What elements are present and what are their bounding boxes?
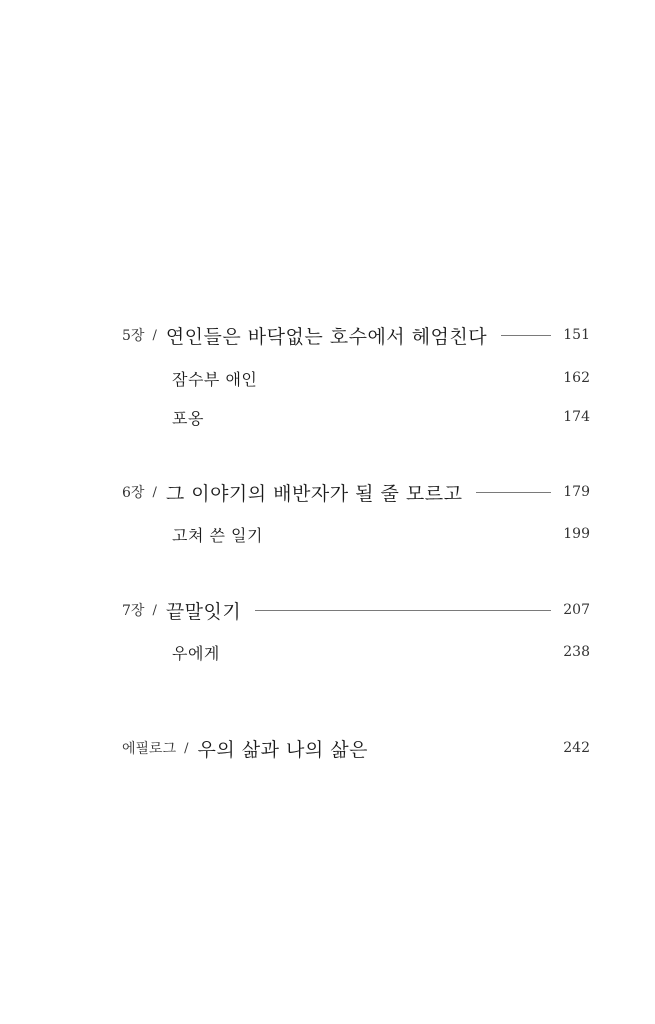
page-number: 207 [563,602,590,618]
page-number: 199 [563,526,590,542]
page-number: 151 [563,327,590,343]
chapter-label: 7장 [122,603,145,619]
leader-line [476,492,551,493]
epilogue-label: 에필로그 [122,741,177,757]
section-title: 우에게 [172,643,220,663]
page-number: 242 [563,740,590,756]
epilogue-title: 우의 삶과 나의 삶은 [197,738,368,761]
chapter-title: 연인들은 바닥없는 호수에서 헤엄친다 [165,325,488,348]
section-title: 포옹 [172,408,204,428]
page-number: 174 [563,409,590,425]
chapter-separator: / [152,327,157,343]
chapter-separator: / [152,602,157,618]
epilogue-separator: / [184,740,189,756]
toc-item[interactable] [172,641,590,663]
toc-chapter-7[interactable] [122,597,590,623]
section-title: 잠수부 애인 [172,369,258,389]
toc-item[interactable] [172,523,590,545]
chapter-label: 6장 [122,485,145,501]
section-title: 고쳐 쓴 일기 [172,525,263,545]
toc-chapter-6[interactable] [122,479,590,505]
page-number: 238 [563,644,590,660]
page-number: 162 [563,370,590,386]
toc-chapter-5[interactable] [122,322,590,348]
chapter-title: 그 이야기의 배반자가 될 줄 모르고 [165,482,463,505]
chapter-title: 끝말잇기 [165,600,242,623]
toc-item[interactable] [172,406,590,428]
toc-epilogue[interactable] [122,735,590,761]
leader-line [255,610,551,611]
toc-item[interactable] [172,367,590,389]
leader-line [501,335,551,336]
chapter-separator: / [152,484,157,500]
page-number: 179 [563,484,590,500]
chapter-label: 5장 [122,328,145,344]
